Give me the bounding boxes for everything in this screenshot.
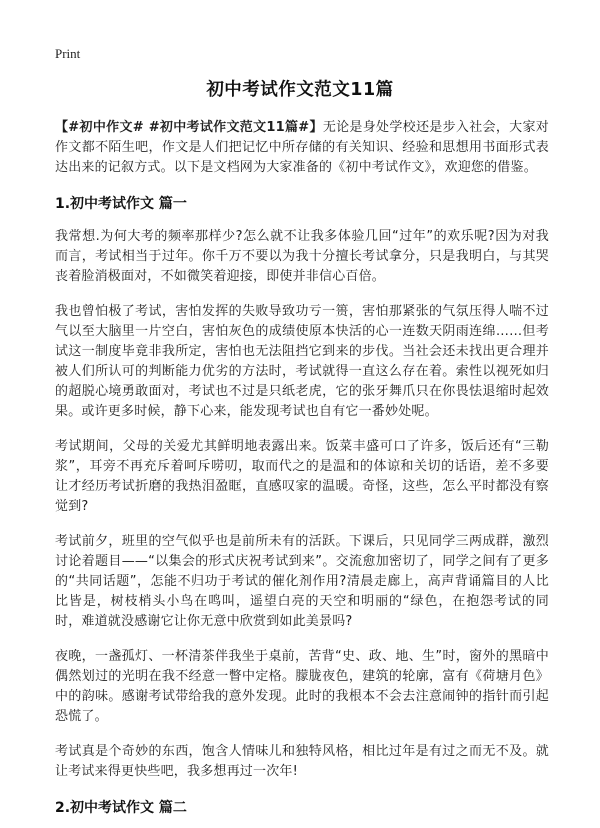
section-paragraph: 考试期间，父母的关爱尤其鲜明地表露出来。饭菜丰盛可口了许多，饭后还有“三勒浆”，耳旁不再充斥着呵斥唠叨，取而代之的是温和的体谅和关切的话语，差不多要让才经历考试折磨的我热泪盈眶，直感叹家的温暖。奇怪，这些，怎么平时都没有察觉到? (55, 439, 549, 514)
section-paragraph: 我也曾怕极了考试，害怕发挥的失败导致功亏一篑，害怕那紧张的气氛压得人喘不过气以至大脑里一片空白，害怕灰色的成绩使原本快活的心一连数天阴雨连绵……但考试这一制度毕竟非我所定，害怕也无法阻挡它到来的步伐。当社会还未找出更合理并被人们所认可的判断能力优劣的方法时，考试就得一直这么存在着。索性以视死如归的超脱心境勇敢面对，考试也不过是只纸老虎，它的张牙舞爪只在你畏怯退缩时起效果。或许更多时候，静下心来，能发现考试也自有它一番妙处呢。 (55, 304, 549, 419)
section-paragraph: 夜晚，一盏孤灯、一杯清茶伴我坐于桌前，苦背“史、政、地、生”时，窗外的黑暗中偶然划过的光明在我不经意一瞥中定格。朦胧夜色，建筑的轮廓，富有《荷塘月色》中的韵味。感谢考试带给我的意外发现。此时的我根本不会去注意闹钟的指针而引起恐慌了。 (55, 649, 549, 724)
section-heading: 1.初中考试作文 篇一 (55, 196, 187, 212)
section-paragraph: 我常想.为何大考的频率那样少?怎么就不让我多体验几回“过年”的欢乐呢?因为对我而言，考试相当于过年。你千万不要以为我十分擅长考试拿分，只是我明白，与其哭丧着脸消极面对，不如微笑着迎接，即使并非信心百倍。 (55, 229, 549, 284)
intro-tag: 【#初中作文# #初中考试作文范文11篇#】 (55, 120, 323, 135)
intro-text: 无论是身处学校还是步入社会，大家对作文都不陌生吧，作文是人们把记忆中所存储的有关知识、经验和思想用书面形式表达出来的记叙方式。以下是文档网为大家准备的《初中考试作文》，欢迎您的借鉴。 (55, 120, 549, 175)
intro-paragraph (55, 118, 549, 178)
page-title: 初中考试作文范文11篇 (206, 80, 394, 100)
section-paragraph: 考试前夕，班里的空气似乎也是前所未有的活跃。下课后，只见同学三两成群，激烈讨论着题目——“以集会的形式庆祝考试到来”。交流愈加密切了，同学之间有了更多的“共同话题”，怎能不归功于考试的催化剂作用?清晨走廊上，高声背诵篇目的人比比皆是，树枝梢头小鸟在鸣叫，遥望白亮的天空和明丽的“绿色，在抱怨考试的同时，难道就没感谢它让你无意中欣赏到如此美景吗? (55, 534, 549, 629)
document-body (55, 118, 549, 828)
section-paragraph: 考试真是个奇妙的东西，饱含人情味儿和独特风格，相比过年是有过之而无不及。就让考试来得更快些吧，我多想再过一次年! (55, 744, 549, 779)
print-link[interactable]: Print (55, 46, 81, 61)
section-heading: 2.初中考试作文 篇二 (55, 800, 187, 816)
